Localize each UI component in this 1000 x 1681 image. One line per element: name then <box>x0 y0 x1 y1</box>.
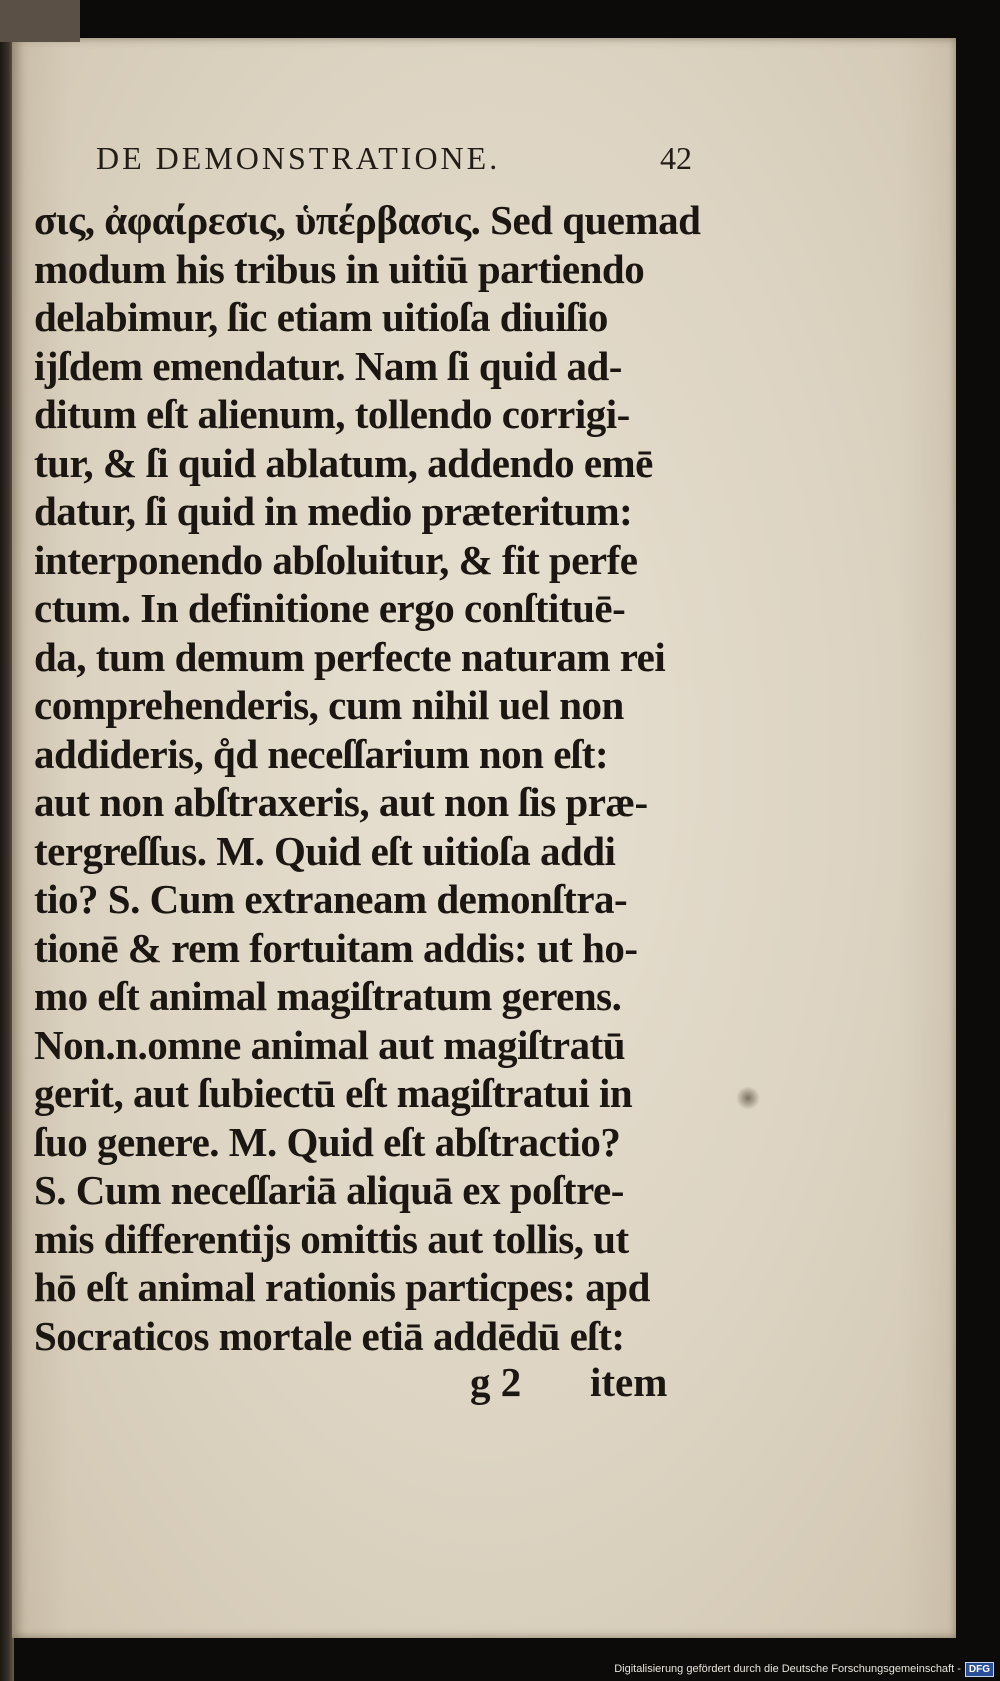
text-line: addideris, q̊d neceſſarium non eſt: <box>34 730 609 777</box>
text-line: tionē & rem fortuitam addis: ut ho- <box>34 924 638 971</box>
body-text <box>34 196 714 1360</box>
catchword: item <box>590 1359 668 1405</box>
text-line: datur, ſi quid in medio prӕteritum: <box>34 488 633 534</box>
text-line: da, tum demum perfecte naturam rei <box>34 633 666 680</box>
running-head: DE DEMONSTRATIONE. <box>96 140 501 176</box>
page-tab-marker <box>0 0 80 42</box>
text-line: ijſdem emendatur. Nam ſi quid ad- <box>34 342 622 389</box>
text-line: interponendo abſoluitur, & fit perfe <box>34 536 638 583</box>
footer-credit-text: Digitalisierung gefördert durch die Deutsche Forschungsgemeinschaft - <box>614 1663 961 1675</box>
text-line: tergreſſus. M. Quid eſt uitioſa addi <box>34 827 616 874</box>
dfg-logo-icon: DFG <box>965 1662 994 1677</box>
text-line: comprehenderis, cum nihil uel non <box>34 682 624 728</box>
text-line: tur, & ſi quid ablatum, addendo emē <box>34 439 653 486</box>
text-line: σις, ἀφαίρεσις, ὑπέρβασις. Sed quemad <box>34 197 701 243</box>
text-line: aut non abſtraxeris, aut non ſis prӕ- <box>34 779 648 825</box>
text-line: tio? S. Cum extraneam demonſtra- <box>34 876 628 922</box>
text-line: mis differentijs omittis aut tollis, ut <box>34 1215 629 1262</box>
text-line: hō eſt animal rationis particpes: apd <box>34 1264 650 1310</box>
text-line: S. Cum neceſſariā aliquā ex poſtre- <box>34 1167 624 1213</box>
text-line: modum his tribus in uitiū partiendo <box>34 245 645 292</box>
text-line: delabimur, ſic etiam uitioſa diuiſio <box>34 294 608 340</box>
text-line: mo eſt animal magiſtratum gerens. <box>34 973 622 1019</box>
text-line: Non.n.omne animal aut magiſtratū <box>34 1021 626 1068</box>
text-line: gerit, aut ſubiectū eſt magiſtratui in <box>34 1070 633 1116</box>
text-line: ctum. In definitione ergo conſtituē- <box>34 585 626 631</box>
text-line: ditum eſt alienum, tollendo corrigi- <box>34 391 630 437</box>
paper-stain <box>736 1086 760 1110</box>
digitization-footer <box>612 1659 996 1679</box>
text-line: Socraticos mortale etiā addēdū eſt: <box>34 1312 625 1359</box>
signature-mark: g 2 <box>470 1359 522 1405</box>
page-number: 42 <box>660 140 692 176</box>
text-line: ſuo genere. M. Quid eſt abſtractio? <box>34 1118 621 1165</box>
